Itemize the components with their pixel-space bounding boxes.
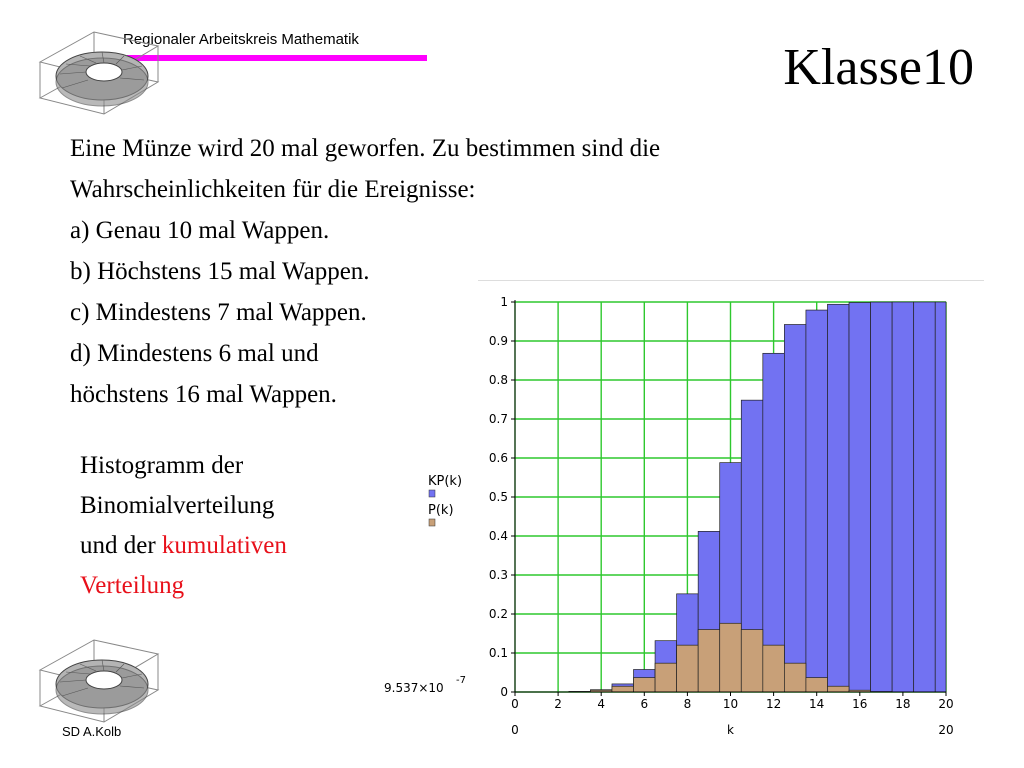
y-tick-label: 0.1 xyxy=(488,646,508,660)
x-tick-label: 16 xyxy=(852,697,868,711)
x-tick-label: 2 xyxy=(554,697,562,711)
histogram-caption xyxy=(80,446,287,606)
caption-prefix: und der xyxy=(80,532,162,559)
min-value-label: 9.537×10 xyxy=(384,681,444,695)
x-range-start-label: 0 xyxy=(511,723,519,737)
problem-line: d) Mindestens 6 mal und xyxy=(70,340,319,367)
legend-label-kp: KP(k) xyxy=(428,474,463,489)
bar-p xyxy=(634,678,656,692)
x-tick-label: 10 xyxy=(722,697,739,711)
org-name: Regionaler Arbeitskreis Mathematik xyxy=(123,31,359,48)
y-tick-label: 0.4 xyxy=(488,529,508,543)
problem-line: höchstens 16 mal Wappen. xyxy=(70,381,337,408)
y-tick-label: 0.5 xyxy=(488,490,508,504)
bar-kp xyxy=(849,303,871,692)
x-tick-label: 8 xyxy=(683,697,692,711)
bar-kp xyxy=(806,310,828,692)
bar-p xyxy=(827,686,849,692)
author-label: SD A.Kolb xyxy=(62,724,122,739)
bar-kp xyxy=(892,302,914,692)
page-title: Klasse10 xyxy=(783,39,974,96)
bar-p xyxy=(806,678,828,692)
x-range-end-label: 20 xyxy=(938,723,954,737)
problem-line: Wahrscheinlichkeiten für die Ereignisse: xyxy=(70,176,476,203)
legend-swatch-p xyxy=(429,519,435,526)
x-tick-label: 14 xyxy=(809,697,825,711)
header-accent-line xyxy=(127,55,427,61)
y-tick-label: 0.7 xyxy=(488,412,508,426)
caption-line: Binomialverteilung xyxy=(80,492,275,519)
x-tick-label: 4 xyxy=(597,697,606,711)
y-tick-label: 0.9 xyxy=(488,334,508,348)
bar-kp xyxy=(784,325,806,692)
y-tick-label: 1 xyxy=(500,295,508,309)
bar-p xyxy=(655,663,677,692)
x-tick-label: 0 xyxy=(511,697,519,711)
bar-kp xyxy=(763,353,785,692)
problem-line: Eine Münze wird 20 mal geworfen. Zu bestimmen sind die xyxy=(70,135,661,162)
bar-p xyxy=(741,630,763,692)
bar-p xyxy=(677,645,699,692)
bar-kp xyxy=(914,302,936,692)
caption-line xyxy=(80,526,287,566)
caption-line: Histogramm der xyxy=(80,452,244,479)
torus-logo-icon-bottom xyxy=(32,636,160,728)
caption-highlight: kumulativen xyxy=(161,532,287,559)
torus-logo-icon-top xyxy=(32,28,160,120)
problem-line: a) Genau 10 mal Wappen. xyxy=(70,217,330,244)
x-tick-label: 6 xyxy=(640,697,649,711)
y-tick-label: 0.3 xyxy=(488,568,508,582)
bar-kp xyxy=(935,302,946,692)
problem-line: b) Höchstens 15 mal Wappen. xyxy=(70,258,370,285)
legend-swatch-kp xyxy=(429,490,435,497)
bar-p xyxy=(612,686,634,692)
bar-p xyxy=(698,630,720,692)
bar-p xyxy=(784,663,806,692)
bar-kp xyxy=(871,302,893,692)
bar-p xyxy=(763,645,785,692)
x-axis-label: k xyxy=(727,723,734,737)
y-tick-label: 0.6 xyxy=(488,451,508,465)
x-tick-label: 12 xyxy=(765,697,782,711)
y-tick-label: 0.8 xyxy=(488,373,508,387)
bar-kp xyxy=(827,304,849,692)
bar-p xyxy=(720,623,742,692)
y-tick-label: 0.2 xyxy=(488,607,508,621)
problem-line: c) Mindestens 7 mal Wappen. xyxy=(70,299,367,326)
binomial-histogram-chart xyxy=(370,280,984,750)
legend-label-p: P(k) xyxy=(428,503,454,518)
min-value-exponent: -7 xyxy=(456,675,466,686)
x-tick-label: 20 xyxy=(938,697,954,711)
x-tick-label: 18 xyxy=(895,697,911,711)
caption-line-highlight: Verteilung xyxy=(80,572,185,599)
y-tick-label: 0 xyxy=(500,685,508,699)
